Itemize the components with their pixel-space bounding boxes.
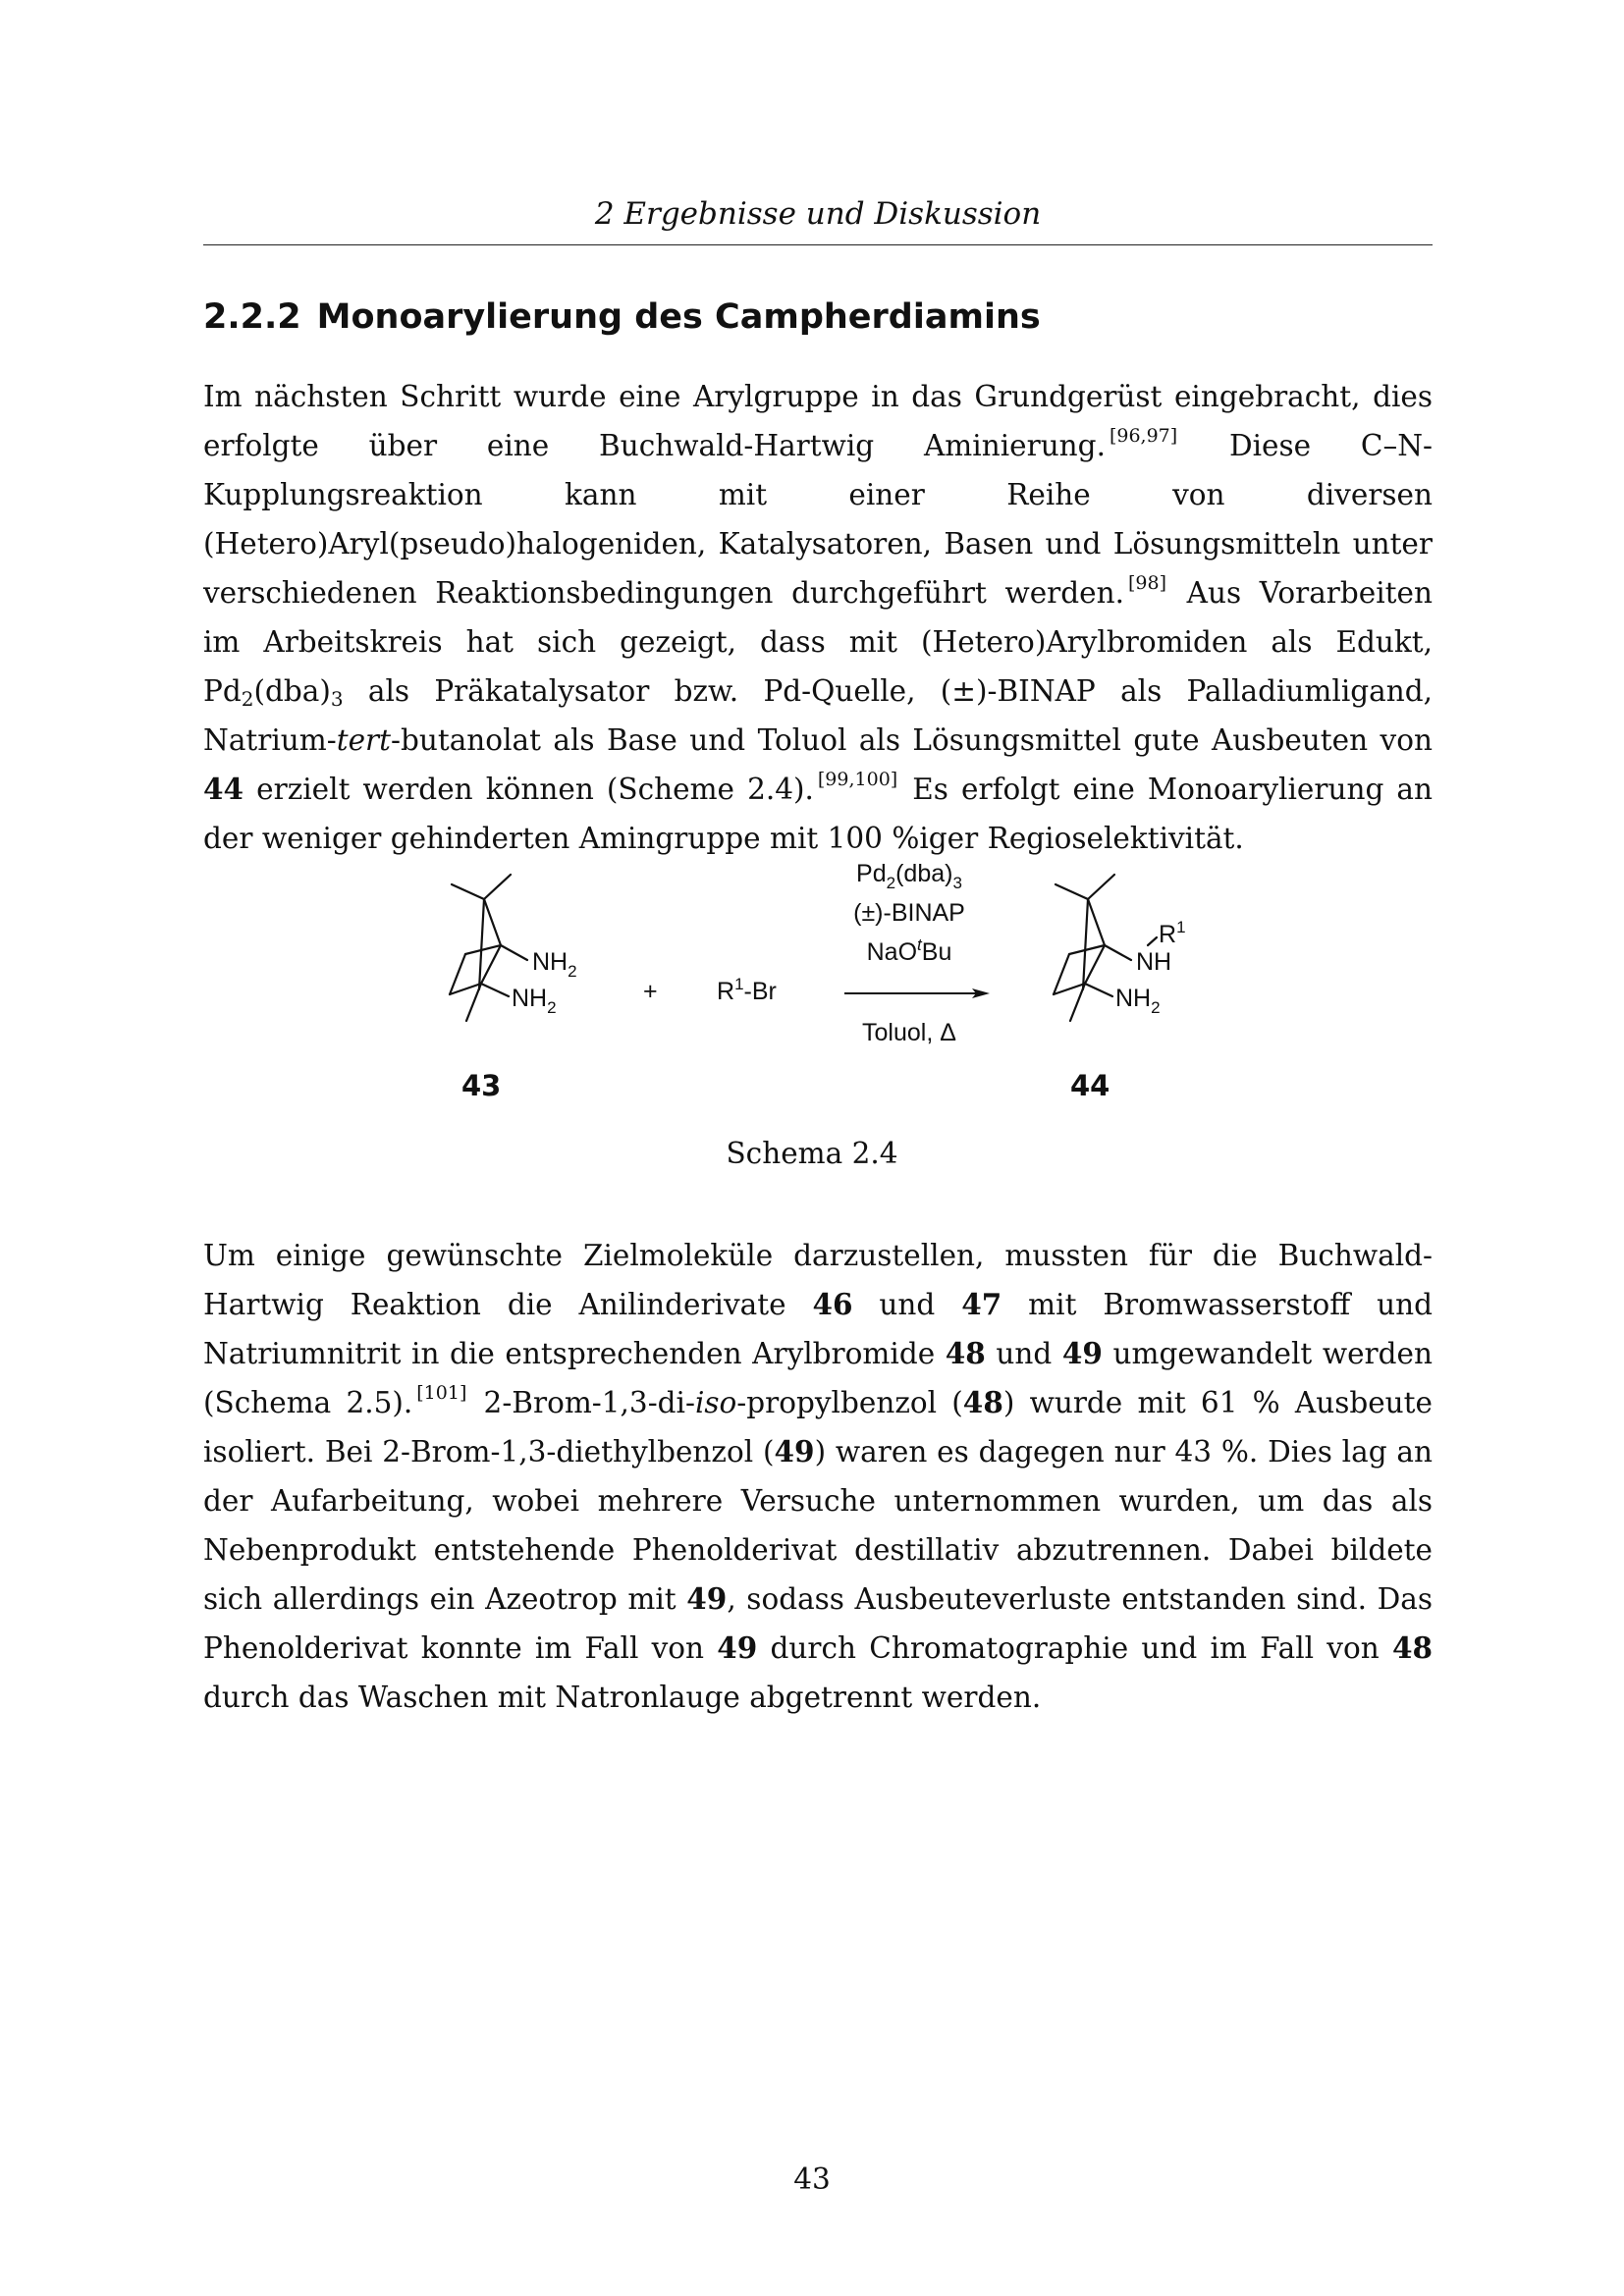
citation[interactable]: [98] bbox=[1128, 571, 1167, 594]
text-run: als Präkatalysator bzw. Pd-Quelle, (±)-BINAP als Palladiumligand, Natrium- bbox=[203, 674, 1433, 757]
italic-run: tert bbox=[336, 723, 392, 757]
reaction-arrow bbox=[844, 988, 990, 998]
text-run: und bbox=[985, 1337, 1062, 1370]
text-run: Es erfolgt eine Monoarylierung an der weniger gehinderten Amingruppe mit 100 %iger Regioselektivität. bbox=[203, 773, 1433, 855]
text-run: mit Bromwasserstoff und Natriumnitrit in die entsprechenden Arylbromide bbox=[203, 1288, 1434, 1370]
paragraph-2 bbox=[203, 1231, 1433, 1722]
compound-ref: 44 bbox=[203, 772, 244, 806]
text-run: ) waren es dagegen nur 43 %. Dies lag an der Aufarbeitung, wobei mehrere Versuche unternommen wurden, um das als Nebenprodukt entstehende Phenolderivat destillativ abzutrennen. Dabei bildete sich allerdings ein Azeotrop mit bbox=[203, 1435, 1434, 1616]
compound-ref: 49 bbox=[774, 1434, 815, 1468]
compound-ref: 49 bbox=[1061, 1336, 1103, 1370]
text-run: Aus Vorarbeiten im Arbeitskreis hat sich gezeigt, dass mit (Hetero)Arylbromiden als Edukt, Pd bbox=[203, 576, 1433, 708]
amine-label: $NH_2$ bbox=[532, 948, 577, 981]
text-run: umgewandelt werden (Schema 2.5). bbox=[203, 1337, 1433, 1419]
text-run: , sodass Ausbeuteverluste entstanden sind. Das Phenolderivat konnte im Fall von bbox=[203, 1582, 1433, 1665]
condition-ligand: (±)-BINAP bbox=[853, 899, 965, 927]
text-run: Diese C–N-Kupplungsreaktion kann mit einer Reihe von diversen (Hetero)Aryl(pseudo)halogeniden, Katalysatoren, Basen und Lösungsmitteln unter verschiedenen Reaktionsbedingungen durchgeführt werden. bbox=[203, 429, 1433, 610]
text-run: durch das Waschen mit Natronlauge abgetrennt werden. bbox=[203, 1681, 1042, 1714]
condition-solvent: Toluol, Δ bbox=[862, 1019, 956, 1046]
text-run: durch Chromatographie und im Fall von bbox=[757, 1631, 1392, 1665]
text-run: 2-Brom-1,3-di- bbox=[468, 1386, 695, 1419]
compound-ref: 46 bbox=[812, 1287, 853, 1321]
text-run: erzielt werden können (Scheme 2.4). bbox=[244, 773, 814, 806]
citation[interactable]: [96,97] bbox=[1109, 424, 1178, 447]
subscript: 2 bbox=[241, 687, 254, 711]
reaction-scheme bbox=[0, 844, 1624, 1119]
compound-ref: 49 bbox=[686, 1581, 728, 1616]
compound-ref: 48 bbox=[945, 1336, 986, 1370]
section-heading bbox=[203, 293, 1041, 342]
condition-catalyst: $Pd_2(dba)_3$ bbox=[856, 860, 962, 892]
condition-base: NaO$^t$Bu bbox=[866, 935, 952, 966]
section-number: 2.2.2 bbox=[203, 297, 301, 337]
aryl-bromide-reagent: $R^1-Br$ bbox=[717, 975, 777, 1005]
text-run: Im nächsten Schritt wurde eine Arylgruppe in das Grundgerüst eingebracht, dies erfolgte über eine Buchwald-Hartwig Aminierung. bbox=[203, 380, 1433, 462]
text-run: und bbox=[852, 1288, 962, 1321]
page-number: 43 bbox=[793, 2163, 831, 2196]
section-title: Monoarylierung des Campherdiamins bbox=[316, 297, 1041, 337]
text-run: (dba) bbox=[253, 674, 331, 708]
compound-label-44: 44 bbox=[1070, 1069, 1110, 1102]
compound-ref: 48 bbox=[962, 1385, 1003, 1419]
amine-label: $NH_2$ bbox=[1115, 985, 1161, 1017]
compound-ref: 49 bbox=[717, 1630, 758, 1665]
italic-run: iso bbox=[694, 1386, 737, 1419]
citation[interactable]: [99,100] bbox=[817, 768, 898, 790]
plus-sign: + bbox=[643, 978, 658, 1005]
paragraph-1 bbox=[203, 372, 1433, 863]
compound-ref: 48 bbox=[1391, 1630, 1433, 1665]
text-run: ) wurde mit 61 % Ausbeute isoliert. Bei 2-Brom-1,3-diethylbenzol ( bbox=[203, 1386, 1433, 1468]
secondary-amine-label: NH bbox=[1136, 948, 1172, 976]
scheme-caption: Schema 2.4 bbox=[726, 1137, 898, 1170]
subscript: 3 bbox=[330, 687, 344, 711]
citation[interactable]: [101] bbox=[416, 1381, 467, 1404]
text-run: -butanolat als Base und Toluol als Lösungsmittel gute Ausbeuten von bbox=[391, 723, 1433, 757]
header-rule bbox=[203, 244, 1433, 245]
compound-label-43: 43 bbox=[461, 1069, 502, 1102]
product-substituent-label: $R^1$ bbox=[1159, 918, 1186, 948]
compound-ref: 47 bbox=[961, 1287, 1002, 1321]
running-head: 2 Ergebnisse und Diskussion bbox=[594, 196, 1042, 232]
text-run: -propylbenzol ( bbox=[736, 1386, 963, 1419]
amine-label: $NH_2$ bbox=[512, 985, 557, 1017]
text-run: Um einige gewünschte Zielmoleküle darzustellen, mussten für die Buchwald-Hartwig Reaktion die Anilinderivate bbox=[203, 1239, 1433, 1321]
